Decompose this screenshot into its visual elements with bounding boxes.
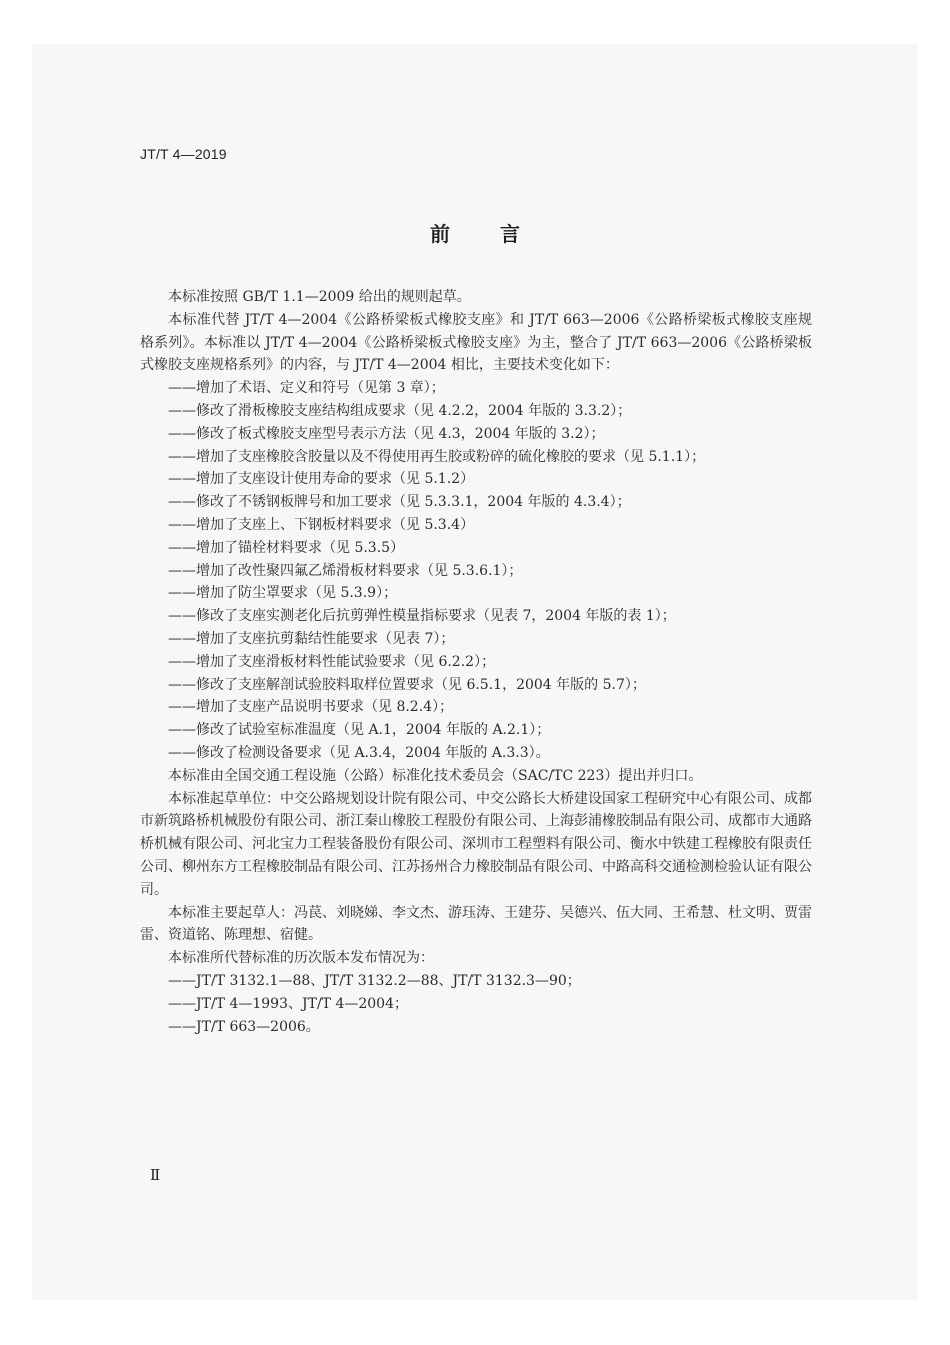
list-item: ——增加了支座滑板材料性能试验要求（见 6.2.2）； <box>168 653 496 670</box>
list-item: ——增加了支座抗剪黏结性能要求（见表 7）； <box>168 630 455 647</box>
list-item: ——增加了支座设计使用寿命的要求（见 5.1.2） <box>168 471 475 488</box>
list-item: ——修改了支座实测老化后抗剪弹性模量指标要求（见表 7，2004 年版的表 1）； <box>168 608 676 625</box>
foreword-body <box>140 286 812 1038</box>
list-item: ——JT/T 4—1993、JT/T 4—2004； <box>168 995 408 1012</box>
list-item: ——修改了试验室标准温度（见 A.1，2004 年版的 A.2.1）； <box>168 722 551 739</box>
list-item: ——增加了支座产品说明书要求（见 8.2.4）； <box>168 699 454 716</box>
page-title: 前言 <box>430 222 570 246</box>
list-item: ——JT/T 3132.1—88、JT/T 3132.2—88、JT/T 3132.3—90； <box>168 972 581 989</box>
replacement-paragraph: 本标准代替 JT/T 4—2004《公路桥梁板式橡胶支座》和 JT/T 663—2006《公路桥梁板式橡胶支座规格系列》。本标准以 JT/T 4—2004《公路桥梁板式橡胶支座》为主，整合了 JT/T 663—2006《公路桥梁板式橡胶支座规格系列》的内容，与 JT/T 4—2004 相比，主要技术变化如下： <box>140 311 812 374</box>
proposer-paragraph: 本标准由全国交通工程设施（公路）标准化技术委员会（SAC/TC 223）提出并归口。 <box>168 767 703 784</box>
list-item: ——修改了不锈钢板牌号和加工要求（见 5.3.3.1，2004 年版的 4.3.4）； <box>168 494 631 511</box>
drafting-rule-paragraph: 本标准按照 GB/T 1.1—2009 给出的规则起草。 <box>168 289 471 305</box>
list-item: ——增加了支座橡胶含胶量以及不得使用再生胶或粉碎的硫化橡胶的要求（见 5.1.1）； <box>168 448 706 465</box>
page-number: Ⅱ <box>150 1166 161 1184</box>
list-item: ——修改了支座解剖试验胶料取样位置要求（见 6.5.1，2004 年版的 5.7）； <box>168 676 646 693</box>
list-item: ——修改了板式橡胶支座型号表示方法（见 4.3，2004 年版的 3.2）； <box>168 425 605 442</box>
list-item: ——增加了锚栓材料要求（见 5.3.5） <box>168 539 405 556</box>
list-item: ——增加了防尘罩要求（见 5.3.9）； <box>168 585 398 602</box>
list-item: ——修改了检测设备要求（见 A.3.4，2004 年版的 A.3.3）。 <box>168 744 550 761</box>
list-item: ——JT/T 663—2006。 <box>168 1018 320 1035</box>
list-item: ——增加了支座上、下钢板材料要求（见 5.3.4） <box>168 516 475 533</box>
list-item: ——增加了改性聚四氟乙烯滑板材料要求（见 5.3.6.1）； <box>168 562 523 579</box>
standard-code: JT/T 4—2019 <box>140 146 227 162</box>
list-item: ——增加了术语、定义和符号（见第 3 章）； <box>168 380 445 397</box>
list-item: ——修改了滑板橡胶支座结构组成要求（见 4.2.2，2004 年版的 3.3.2）； <box>168 402 632 419</box>
drafters-paragraph: 本标准主要起草人：冯苠、刘晓娣、李文杰、游珏涛、王建芬、吴德兴、伍大同、王希慧、杜文明、贾雷雷、资道铭、陈理想、宿健。 <box>140 904 812 944</box>
technical-changes-list <box>140 377 812 765</box>
drafting-units-paragraph: 本标准起草单位：中交公路规划设计院有限公司、中交公路长大桥建设国家工程研究中心有限公司、成都市新筑路桥机械股份有限公司、浙江秦山橡胶工程股份有限公司、上海彭浦橡胶制品有限公司、成都市大通路桥机械有限公司、河北宝力工程装备股份有限公司、深圳市工程塑料有限公司、衡水中铁建工程橡胶有限责任公司、柳州东方工程橡胶制品有限公司、江苏扬州合力橡胶制品有限公司、中路高科交通检测检验认证有限公司。 <box>140 790 812 898</box>
version-history-list <box>140 970 812 1038</box>
history-intro-paragraph: 本标准所代替标准的历次版本发布情况为： <box>168 950 434 967</box>
